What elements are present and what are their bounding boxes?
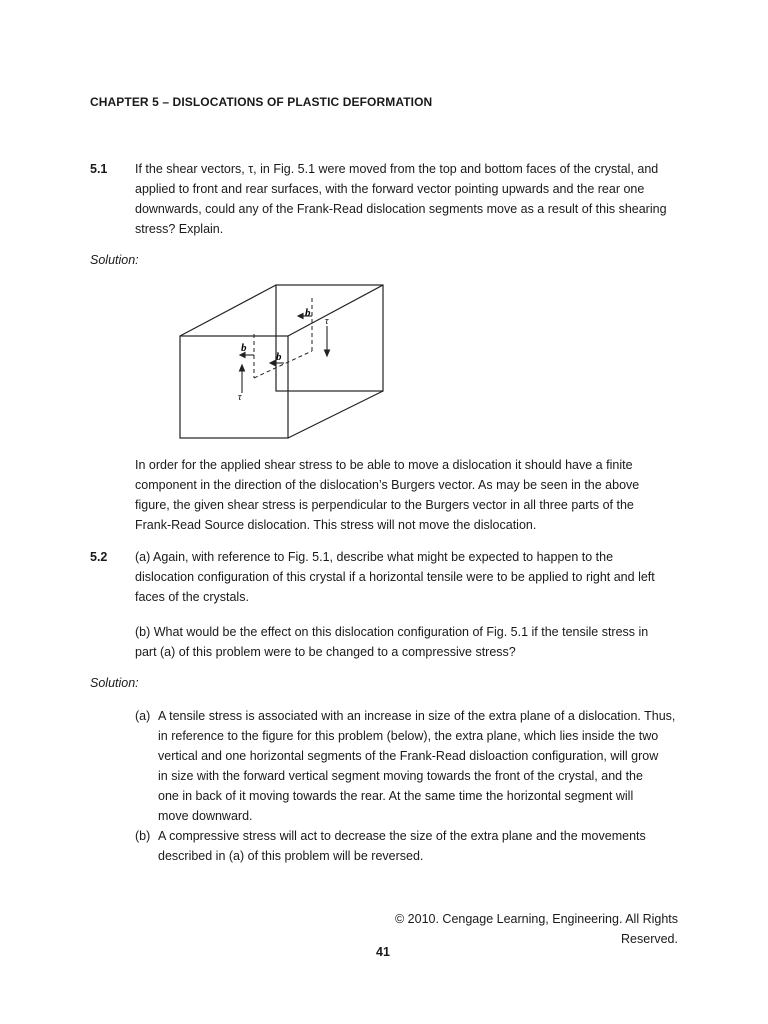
text-line: In order for the applied shear stress to be able to move a dislocation it should have a finite [135, 458, 633, 472]
burgers-vector-arrowhead [298, 314, 303, 319]
text-line: described in (a) of this problem will be reversed. [158, 849, 424, 863]
text-line: dislocation configuration of this crystal if a horizontal tensile were to be applied to right and left [135, 570, 655, 584]
shear-stress-arrowhead [325, 350, 330, 356]
text-line: Reserved. [621, 932, 678, 946]
problem-5-2-part-a [135, 547, 655, 607]
tau-label: τ [325, 316, 329, 327]
problem-5-2-part-b [135, 622, 648, 662]
text-line: in reference to the figure for this problem (below), the extra plane, which lies inside the two [158, 729, 659, 743]
tau-label: τ [238, 392, 242, 403]
chapter-title: CHAPTER 5 – DISLOCATIONS OF PLASTIC DEFORMATION [90, 95, 433, 109]
copyright-notice [395, 909, 678, 949]
text-line: stress? Explain. [135, 222, 224, 236]
text-line: figure, the given shear stress is perpendicular to the Burgers vector in all three parts of the [135, 498, 634, 512]
text-line: component in the direction of the dislocation’s Burgers vector. As may be seen in the above [135, 478, 640, 492]
text-line: one in back of it moving towards the rear. At the same time the horizontal segment will [158, 789, 634, 803]
crystal-cube [180, 285, 383, 438]
text-line: Frank-Read Source dislocation. This stress will not move the dislocation. [135, 518, 537, 532]
problem-number-5-1: 5.1 [90, 162, 108, 176]
answer-5-1-text [135, 455, 639, 535]
text-line: If the shear vectors, τ, in Fig. 5.1 were moved from the top and bottom faces of the crystal, and [135, 162, 659, 176]
problem-5-1-text [135, 159, 667, 239]
text-line: move downward. [158, 809, 253, 823]
text-line: A compressive stress will act to decrease the size of the extra plane and the movements [158, 829, 646, 843]
text-line: (b) What would be the effect on this dislocation configuration of Fig. 5.1 if the tensile stress in [135, 625, 649, 639]
text-line: faces of the crystals. [135, 590, 249, 604]
burgers-vector-arrowhead [270, 361, 275, 366]
answer-5-2-a [158, 706, 675, 826]
burgers-label: b [241, 342, 247, 354]
problem-number-5-2: 5.2 [90, 550, 108, 564]
page-number: 41 [376, 945, 390, 959]
crystal-dislocation-figure [170, 278, 395, 448]
text-line: applied to front and rear surfaces, with the forward vector pointing upwards and the rear one [135, 182, 645, 196]
text-line: downwards, could any of the Frank-Read dislocation segments move as a result of this shearing [135, 202, 667, 216]
text-line: vertical and one horizontal segments of the Frank-Read disloaction configuration, will grow [158, 749, 659, 763]
text-line: © 2010. Cengage Learning, Engineering. All Rights [394, 912, 678, 926]
solution-label-5-2: Solution: [90, 676, 139, 690]
text-line: A tensile stress is associated with an increase in size of the extra plane of a dislocation. Thus, [158, 709, 676, 723]
burgers-label: b [305, 307, 311, 319]
burgers-label: b [276, 351, 282, 363]
text-line: part (a) of this problem were to be changed to a compressive stress? [135, 645, 516, 659]
answer-label-a: (a) [135, 709, 151, 723]
answer-5-2-b [158, 826, 646, 866]
shear-stress-arrowhead [240, 365, 245, 371]
text-line: in size with the forward vertical segment moving towards the front of the crystal, and the [158, 769, 643, 783]
text-line: (a) Again, with reference to Fig. 5.1, describe what might be expected to happen to the [135, 550, 614, 564]
answer-label-b: (b) [135, 829, 151, 843]
solution-label-5-1: Solution: [90, 253, 139, 267]
